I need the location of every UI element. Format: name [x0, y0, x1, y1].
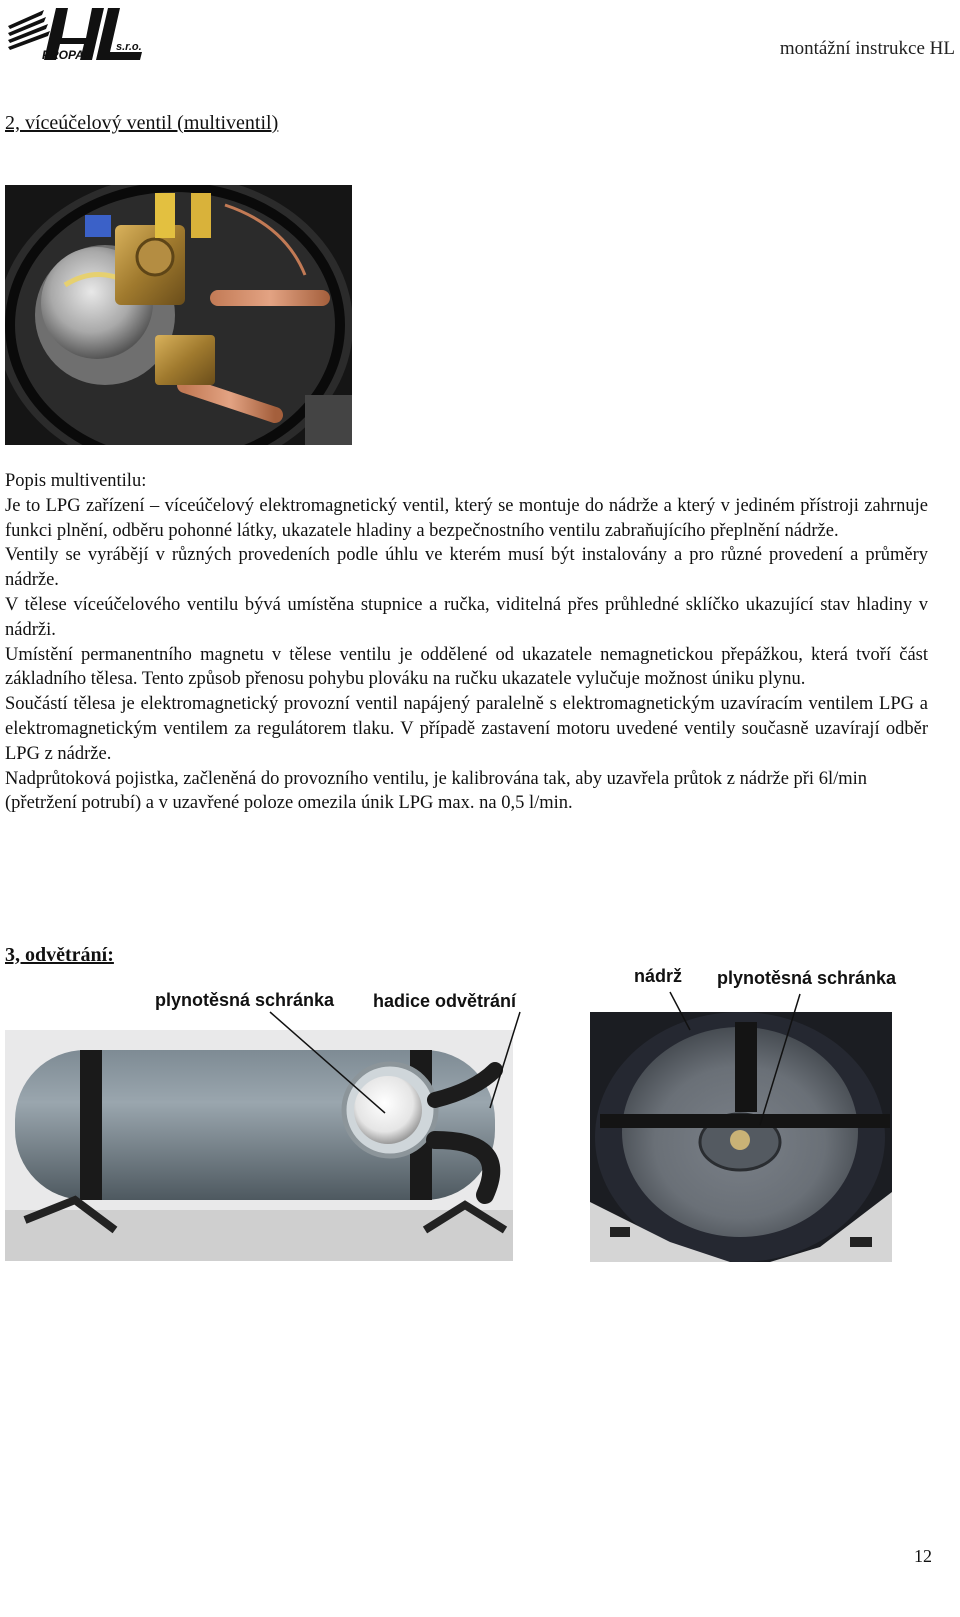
company-logo	[6, 4, 156, 62]
label-gastight-box: plynotěsná schránka	[155, 990, 335, 1010]
multivalve-description	[5, 469, 928, 816]
description-paragraph: V tělese víceúčelového ventilu bývá umístěna stupnice a ručka, viditelná přes průhledné sklíčko ukazující stav hladiny v nádrži.	[5, 594, 928, 640]
multivalve-photo	[5, 185, 352, 445]
document-title: montážní instrukce HL	[779, 38, 955, 59]
page-number: 12	[914, 1546, 932, 1566]
label-vent-hose: hadice odvětrání	[373, 991, 517, 1011]
description-paragraph: Nadprůtoková pojistka, začleněná do provozního ventilu, je kalibrována tak, aby uzavřela průtok z nádrže při 6l/min (přetržení potrubí) a v uzavřené poloze omezila únik LPG max. na 0,5 l/min.	[5, 768, 868, 814]
description-paragraph: Součástí tělesa je elektromagnetický provozní ventil napájený paralelně s elektromagnetickým uzavíracím ventilem LPG a elektromagnetickým ventilem za regulátorem tlaku. V případě zastavení motoru uvedené ventily současně uzavírají odběr LPG z nádrže.	[5, 694, 928, 764]
label-gastight-box-right: plynotěsná schránka	[717, 968, 897, 988]
svg-text:&: &	[106, 8, 116, 23]
callout-lines-left	[0, 1008, 600, 1118]
section-heading-ventilation: 3, odvětrání:	[5, 944, 114, 966]
label-tank: nádrž	[634, 966, 683, 986]
section-heading-multiventil: 2, víceúčelový ventil (multiventil)	[5, 112, 279, 134]
description-paragraph: Umístění permanentního magnetu v tělese ventilu je oddělené od ukazatele nemagnetickou přepážkou, která tvoří část základního tělesa. Tento způsob přenosu pohybu plováku na ručku ukazatele vylučuje možnost úniku plynu.	[5, 644, 928, 690]
svg-text:s.r.o.: s.r.o.	[116, 41, 142, 53]
svg-text:PROPAN: PROPAN	[42, 48, 93, 62]
callout-lines-right	[590, 990, 892, 1130]
description-paragraph: Je to LPG zařízení – víceúčelový elektromagnetický ventil, který se montuje do nádrže a který v jediném přístroji zahrnuje funkci plnění, odběru pohonné látky, ukazatele hladiny a bezpečnostního ventilu zabraňujícího přeplnění nádrže.	[5, 495, 928, 541]
description-paragraph: Ventily se vyrábějí v různých provedeních podle úhlu ve kterém musí být instalovány a pro různé provedení a průměry nádrže.	[5, 545, 928, 591]
description-title: Popis multiventilu:	[5, 471, 147, 491]
